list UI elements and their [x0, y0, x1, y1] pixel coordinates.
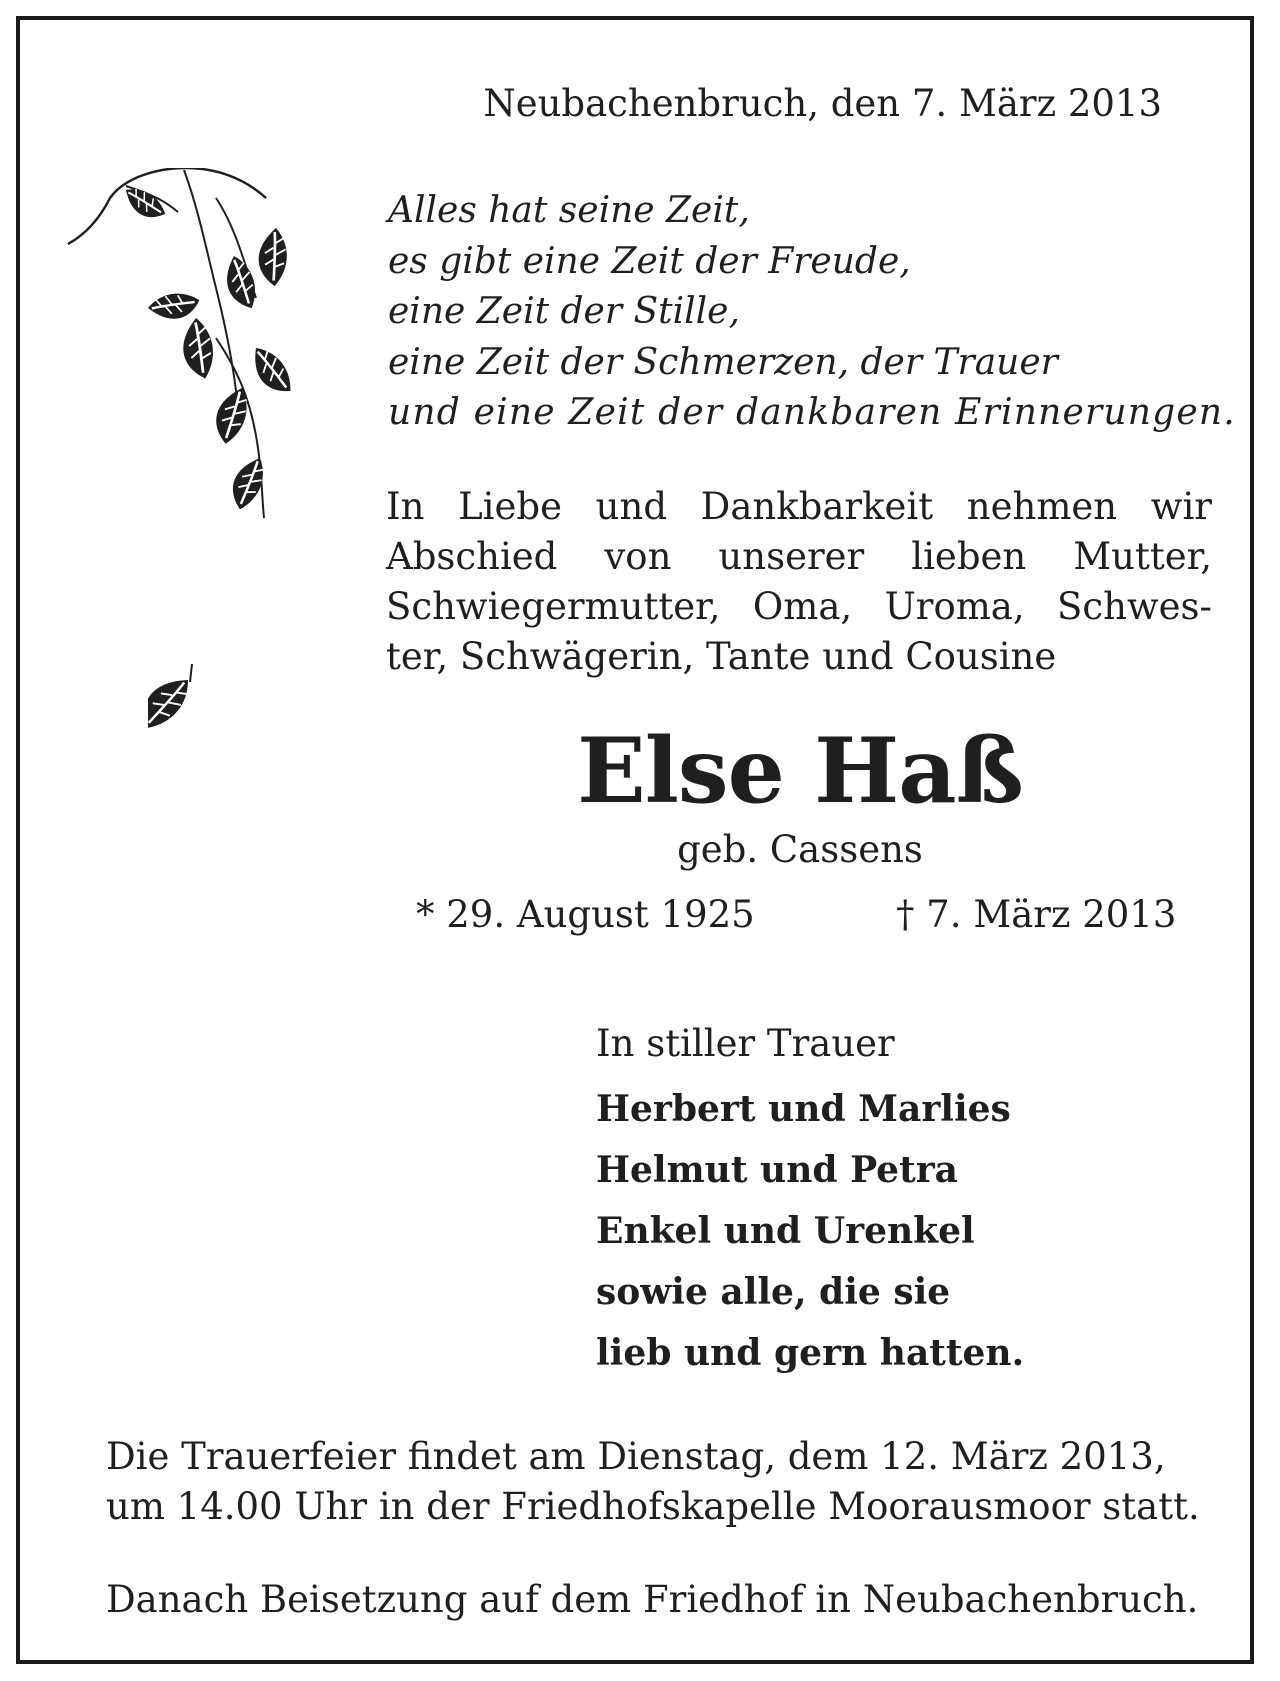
farewell-line: Abschied von unserer lieben Mutter, [386, 535, 1212, 578]
mourner-line: Herbert und Marlies [596, 1088, 1011, 1130]
farewell-line: Schwiegermutter, Oma, Uroma, Schwes- [386, 585, 1212, 628]
birch-branch-icon [66, 168, 326, 528]
deceased-name: Else Haß [577, 718, 1023, 824]
mourner-line: sowie alle, die sie [596, 1271, 951, 1313]
funeral-info [106, 1432, 1212, 1532]
mourner-line: Enkel und Urenkel [596, 1210, 975, 1252]
poem-line: Alles hat seine Zeit, [388, 190, 750, 231]
farewell-text [386, 482, 1212, 682]
poem-line: und eine Zeit der dankbaren Erinnerungen. [388, 392, 1236, 433]
mourners-intro: In stiller Trauer [596, 1022, 895, 1065]
poem-line: eine Zeit der Schmerzen, der Trauer [388, 341, 1058, 383]
obituary-frame [16, 16, 1254, 1664]
funeral-line: um 14.00 Uhr in der Friedhofskapelle Moorausmoor statt. [106, 1485, 1200, 1528]
funeral-line: Die Trauerfeier findet am Dienstag, dem 12. März 2013, [106, 1435, 1166, 1478]
burial-info: Danach Beisetzung auf dem Friedhof in Neubachenbruch. [106, 1578, 1199, 1621]
poem-line: eine Zeit der Stille, [388, 291, 740, 332]
birth-date: * 29. August 1925 [416, 893, 755, 936]
mourner-line: Helmut und Petra [596, 1149, 959, 1191]
mourner-line: lieb und gern hatten. [596, 1332, 1025, 1374]
poem [388, 186, 1236, 439]
death-date: † 7. März 2013 [896, 893, 1177, 936]
place-date: Neubachenbruch, den 7. März 2013 [483, 82, 1162, 125]
farewell-line: ter, Schwägerin, Tante und Cousine [386, 635, 1057, 678]
farewell-line: In Liebe und Dankbarkeit nehmen wir [386, 485, 1212, 528]
poem-line: es gibt eine Zeit der Freude, [388, 240, 911, 282]
birth-name: geb. Cassens [677, 828, 923, 871]
